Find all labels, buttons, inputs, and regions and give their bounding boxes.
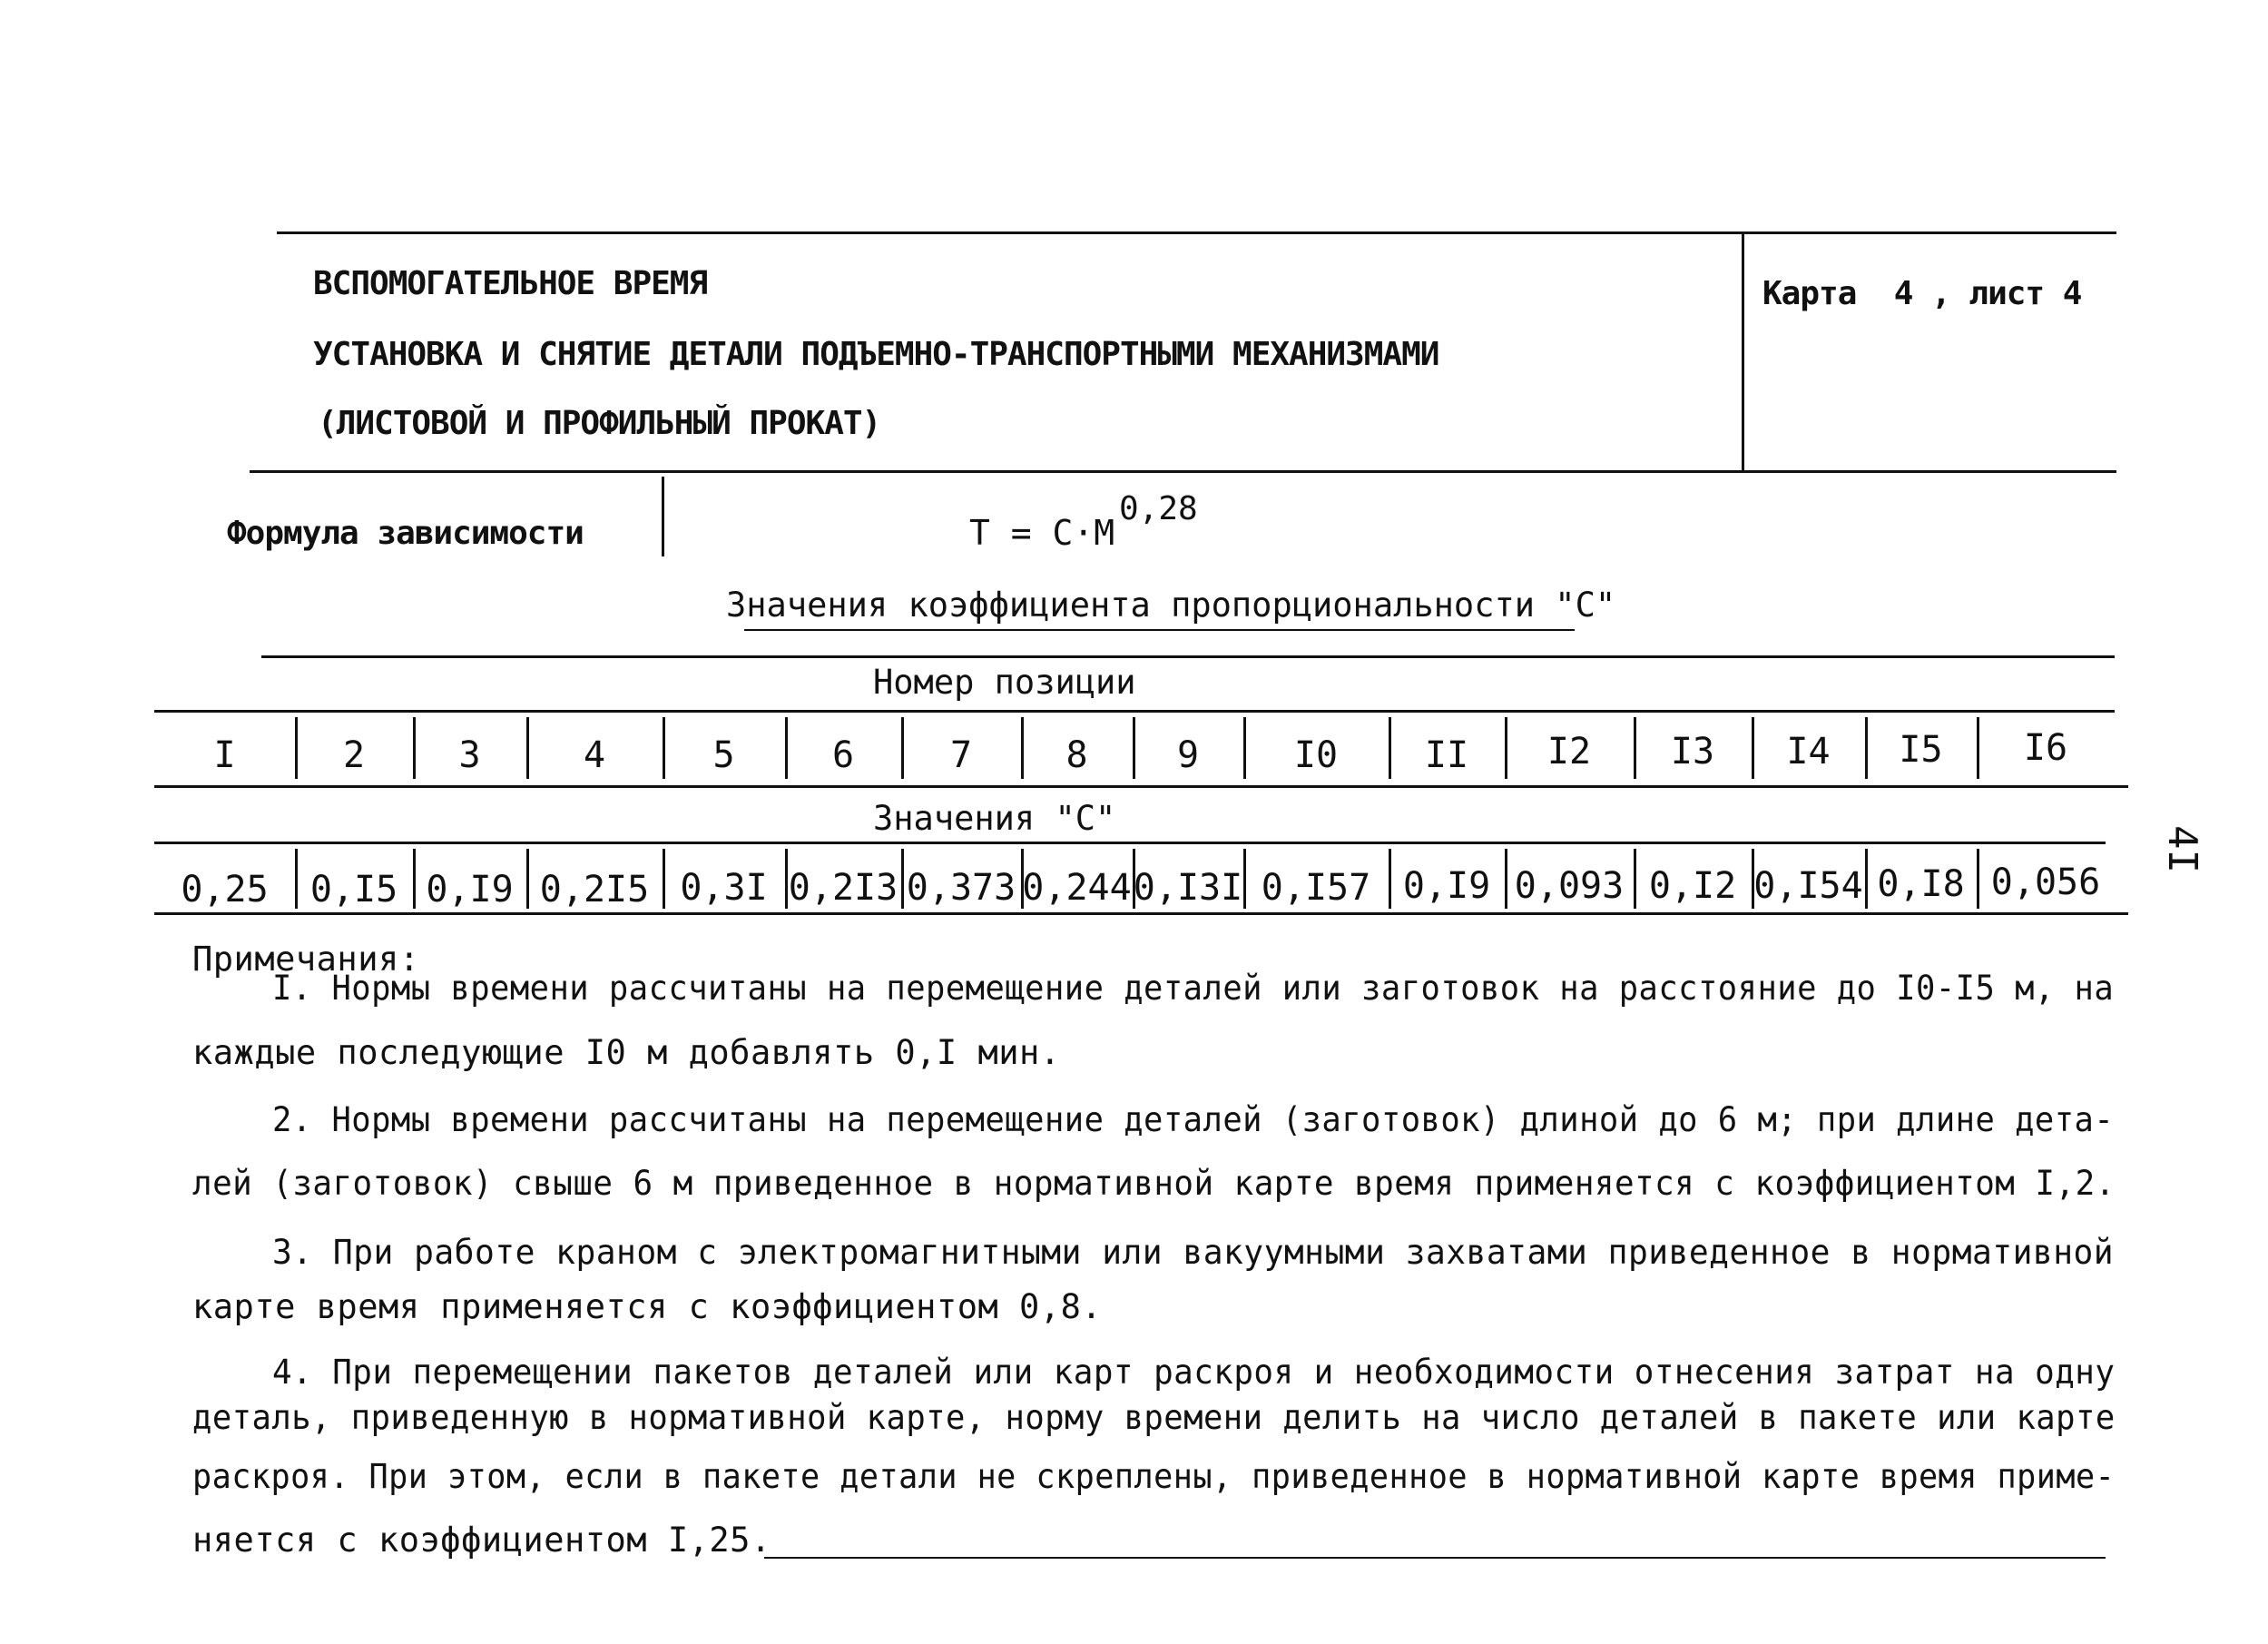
value-cell: 0,2I5 (539, 869, 650, 911)
note-line: раскроя. При этом, если в пакете детали не скреплены, приведенное в нормативной карте время приме- (192, 1457, 2116, 1496)
position-cell: 3 (458, 734, 481, 776)
note-line: лей (заготовок) свыше 6 м приведенное в нормативной карте время применяется с коэффициентом I,2. (192, 1164, 2116, 1203)
values-row-bottom-rule (154, 912, 2128, 915)
position-cell: I3 (1670, 731, 1715, 773)
header-divider (1742, 231, 1744, 470)
value-cell: 0,244 (1022, 867, 1132, 909)
note-line: I. Нормы времени рассчитаны на перемещение деталей или заготовок на расстояние до I0-I5 м, на (272, 969, 2115, 1008)
position-header: Номер позиции (873, 663, 1136, 702)
value-cell: 0,056 (1990, 861, 2101, 903)
values-row-top-rule (154, 842, 2106, 844)
value-cell: 0,373 (906, 867, 1016, 909)
note-line: 2. Нормы времени рассчитаны на перемещение деталей (заготовок) длиной до 6 м; при длине дета- (272, 1100, 2115, 1139)
value-cell: 0,I57 (1261, 867, 1371, 909)
position-cell: 5 (712, 734, 735, 776)
value-cell: 0,I5 (309, 869, 398, 911)
position-cell: 4 (583, 734, 606, 776)
note-line: карте время применяется с коэффициентом 0,8. (192, 1287, 1103, 1326)
card-reference: Карта 4 , лист 4 (1762, 275, 2082, 312)
position-cell: 6 (831, 734, 855, 776)
position-row-top-rule (154, 710, 2115, 713)
value-cell: 0,2I3 (788, 867, 898, 909)
position-cell: I5 (1899, 729, 1943, 771)
position-cell: 2 (342, 734, 366, 776)
position-cell: I6 (2023, 727, 2068, 769)
formula-exponent: 0,28 (1119, 490, 1198, 527)
value-cell: 0,I2 (1648, 865, 1737, 907)
value-cell: 0,093 (1514, 865, 1625, 907)
note-line: деталь, приведенную в нормативной карте, норму времени делить на число деталей в пакете или карте (192, 1398, 2116, 1437)
note-line: 4. При перемещении пакетов деталей или карт раскроя и необходимости отнесения затрат на одну (272, 1353, 2116, 1392)
table-top-rule (261, 655, 2115, 658)
closing-rule (764, 1557, 2106, 1559)
value-cell: 0,I9 (1402, 865, 1491, 907)
page-number: 4I (2158, 825, 2205, 873)
header-title-line-2: УСТАНОВКА И СНЯТИЕ ДЕТАЛИ ПОДЪЕМНО-ТРАНСПОРТНЫМИ МЕХАНИЗМАМИ (313, 336, 1439, 373)
value-cell: 0,3I (680, 867, 768, 909)
note-line: няется с коэффициентом I,25. (192, 1521, 771, 1560)
position-cell: I0 (1293, 734, 1339, 776)
note-line: 3. При работе краном с электромагнитными или вакуумными захватами приведенное в нормативной (272, 1233, 2115, 1272)
header-top-rule (277, 231, 2116, 234)
position-cell: 9 (1176, 734, 1200, 776)
position-cell: I2 (1546, 731, 1592, 773)
caption-underline (744, 629, 1575, 631)
value-cell: 0,I9 (426, 869, 514, 911)
position-cell: 7 (949, 734, 973, 776)
position-cell: I (213, 734, 236, 776)
header-title-line-1: ВСПОМОГАТЕЛЬНОЕ ВРЕМЯ (313, 265, 708, 302)
notes-heading: Примечания: (192, 940, 420, 979)
value-cell: 0,I8 (1877, 863, 1965, 905)
position-cell: 8 (1065, 734, 1088, 776)
formula-divider (662, 477, 664, 556)
value-cell: 0,I3I (1133, 867, 1243, 909)
position-cell: I4 (1786, 731, 1831, 773)
value-cell: 0,25 (181, 869, 269, 911)
formula-label: Формула зависимости (227, 515, 584, 552)
position-row-bottom-rule (154, 785, 2128, 788)
formula-expression: T = C·M (969, 513, 1115, 553)
header-bottom-rule (250, 470, 2116, 473)
value-cell: 0,I54 (1753, 865, 1863, 907)
position-cell: II (1424, 734, 1469, 776)
note-line: каждые последующие I0 м добавлять 0,I мин. (192, 1033, 1061, 1072)
header-title-line-3: (ЛИСТОВОЙ И ПРОФИЛЬНЫЙ ПРОКАТ) (318, 405, 881, 442)
values-header: Значения "С" (873, 799, 1116, 838)
table-caption: Значения коэффициента пропорциональности "С" (726, 586, 1616, 625)
